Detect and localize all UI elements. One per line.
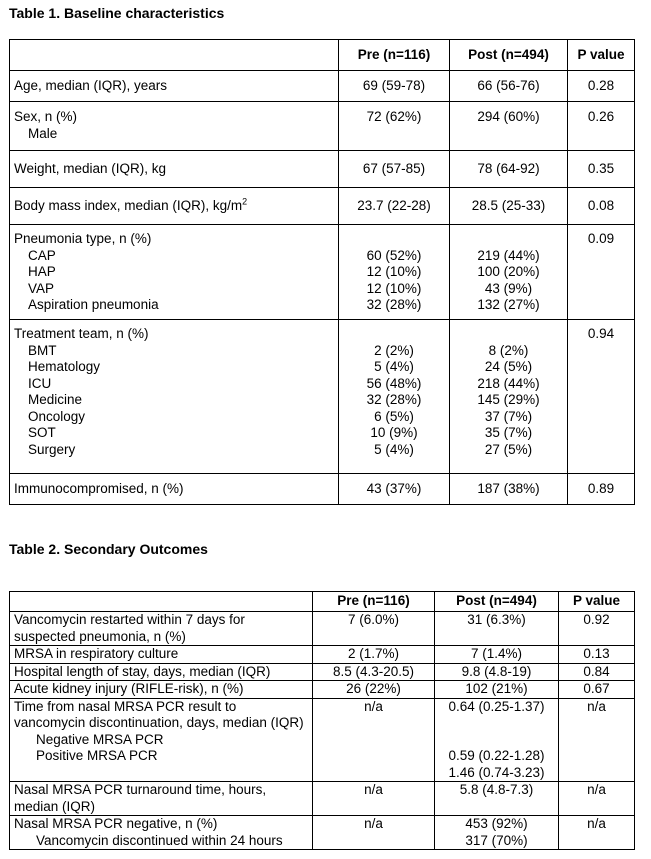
header-pre: Pre (n=116) [339, 40, 450, 71]
header-pvalue: P value [559, 592, 635, 612]
table-row: Treatment team, n (%) BMT Hematology ICU Medicine Oncology SOT Surgery 2 (2%) 5 (4%) 56 (48%) 32 (28%) 6 (5%) 10 (9%) 5 (4%) 8 (2%) 24 (5%) 218 (44%) 145 (29%) 37 (7%) 35 (7%) 27 (5%) 0.94 [10, 320, 635, 474]
table-row: Nasal MRSA PCR negative, n (%) Vancomycin discontinued within 24 hours n/a 453 (92%) 317 (70%) n/a [10, 816, 635, 850]
table-row: Hospital length of stay, days, median (IQR) 8.5 (4.3-20.5) 9.8 (4.8-19) 0.84 [10, 663, 635, 681]
table-header-row [10, 592, 635, 612]
table-row: Vancomycin restarted within 7 days for suspected pneumonia, n (%) 7 (6.0%) 31 (6.3%) 0.92 [10, 612, 635, 646]
table-row: Pneumonia type, n (%) CAP HAP VAP Aspiration pneumonia 60 (52%) 12 (10%) 12 (10%) 32 (28%) 219 (44%) 100 (20%) 43 (9%) 132 (27%) 0.09 [10, 225, 635, 320]
outcomes-table [9, 591, 635, 850]
table2-title: Table 2. Secondary Outcomes [9, 541, 208, 557]
table-row: Age, median (IQR), years 69 (59-78) 66 (56-76) 0.28 [10, 71, 635, 102]
table-header-row [10, 40, 635, 71]
table-row: Time from nasal MRSA PCR result to vancomycin discontinuation, days, median (IQR) Negative MRSA PCR Positive MRSA PCR n/a 0.64 (0.25-1.37) 0.59 (0.22-1.28) 1.46 (0.74-3.23) n/a [10, 698, 635, 782]
header-pvalue: P value [568, 40, 635, 71]
header-pre: Pre (n=116) [313, 592, 435, 612]
table-row: Weight, median (IQR), kg 67 (57-85) 78 (64-92) 0.35 [10, 151, 635, 188]
header-post: Post (n=494) [435, 592, 559, 612]
header-post: Post (n=494) [450, 40, 568, 71]
table-row: MRSA in respiratory culture 2 (1.7%) 7 (1.4%) 0.13 [10, 646, 635, 664]
table-row: Nasal MRSA PCR turnaround time, hours, median (IQR) n/a 5.8 (4.8-7.3) n/a [10, 782, 635, 816]
baseline-table [9, 39, 635, 505]
table-row: Acute kidney injury (RIFLE-risk), n (%) 26 (22%) 102 (21%) 0.67 [10, 681, 635, 699]
table1-title: Table 1. Baseline characteristics [9, 5, 225, 21]
table-row: Sex, n (%) Male 72 (62%) 294 (60%) 0.26 [10, 102, 635, 151]
table-row: Immunocompromised, n (%) 43 (37%) 187 (38%) 0.89 [10, 474, 635, 505]
table-row: Body mass index, median (IQR), $kg/m^2$ 23.7 (22-28) 28.5 (25-33) 0.08 [10, 188, 635, 225]
